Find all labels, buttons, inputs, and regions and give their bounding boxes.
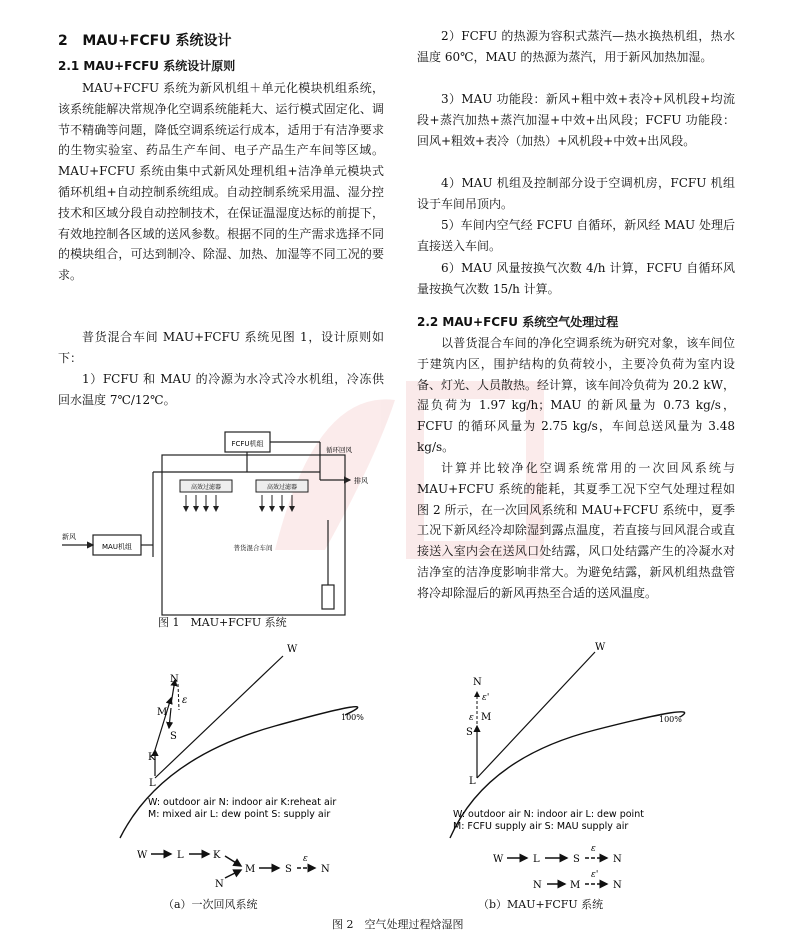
figure-1-diagram <box>58 425 384 620</box>
paragraph-left-1: MAU+FCFU 系统为新风机组＋单元化模块机组系统，该系统能解决常规净化空调系统能耗大、运行模式固定化、调节不精确等问题，降低空调系统运行成本，适用于有洁净要求的生物实验室、药品生产车间、电子产品生产车间等区域。MAU+FCFU 系统由集中式新风处理机组+洁净单元模块式循环机组+自动控制系统组成。自动控制系统采用温、湿分控技术和区域分段自动控制技术，在保证温湿度达标的前提下，有效地控制各区域的送风参数。根据不同的生产需求选择不同的模块组合，可达到制冷、除湿、加热、加湿等不同工况的要求。 <box>58 81 384 283</box>
exhaust-label: 排风 <box>354 477 368 485</box>
supply-arrows <box>186 495 292 511</box>
point-m-a: M <box>157 707 168 718</box>
flow-b-n: N <box>613 854 622 865</box>
point-w-b: W <box>595 642 606 653</box>
legend-line1-b: W: outdoor air N: indoor air L: dew point <box>453 809 644 820</box>
point-s-a: S <box>170 731 177 742</box>
flow-a-eps: ε <box>303 854 308 864</box>
flow-b-n3: N <box>613 880 622 891</box>
flow-a-m: M <box>245 864 256 875</box>
figure-1-caption: 图 1 MAU+FCFU 系统 <box>158 616 287 629</box>
paragraph-right-3: 4）MAU 机组及控制部分设于空调机房，FCFU 机组设于车间吊顶内。 <box>417 176 735 211</box>
paragraph-right-6: 以普货混合车间的净化空调系统为研究对象，该车间位于建筑内区，围护结构的负荷较小，主要冷负荷为室内设备、灯光、人员散热。经计算，该车间冷负荷为 20.2 kW，湿负荷为 1.97 kg/h；MAU 的新风量为 0.73 kg/s，FCFU 的循环风量为 2.75 kg/s，车间总送风量为 3.48 kg/s。 <box>417 336 735 454</box>
figure-2b-psychrometric-chart <box>445 638 695 891</box>
flow-b-l: L <box>533 854 540 865</box>
epsilon-a: ε <box>182 695 188 706</box>
room-label: 普货混合车间 <box>233 544 273 552</box>
return-air-label: 循环回风 <box>326 446 352 454</box>
flow-a-l: L <box>177 850 184 861</box>
figure-2b-caption: （b）MAU+FCFU 系统 <box>478 898 604 911</box>
legend-line1-a: W: outdoor air N: indoor air K:reheat air <box>148 797 337 808</box>
point-w-a: W <box>287 644 298 655</box>
flow-a-w: W <box>137 850 148 861</box>
flow-a-n2: N <box>215 879 224 890</box>
figure-2a-caption: （a）一次回风系统 <box>163 898 258 911</box>
subsection-2-2: 2.2 MAU+FCFU 系统空气处理过程 <box>417 315 619 329</box>
flow-b-eps: ε <box>591 844 596 854</box>
flow-a-s: S <box>285 864 292 875</box>
flow-diagram-b <box>493 844 622 891</box>
paragraph-right-4: 5）车间内空气经 FCFU 自循环，新风经 MAU 处理后直接送入车间。 <box>417 218 735 253</box>
fcfu-label: FCFU机组 <box>231 440 264 448</box>
epsilon-b: ε <box>469 713 474 723</box>
section-heading <box>58 30 231 50</box>
subsection-2-1: 2.1 MAU+FCFU 系统设计原则 <box>58 59 236 73</box>
flow-a-n: N <box>321 864 330 875</box>
mau-label: MAU机组 <box>102 543 132 551</box>
flow-a-k: K <box>213 850 221 861</box>
paragraph-right-5: 6）MAU 风量按换气次数 4/h 计算，FCFU 自循环风量按换气次数 15/h 计算。 <box>417 261 735 296</box>
point-n-a: N <box>170 674 179 685</box>
hepa-filter-1-label: 高效过滤器 <box>190 484 222 491</box>
point-m-b: M <box>481 712 492 723</box>
flow-b-w: W <box>493 854 504 865</box>
paragraph-right-1: 2）FCFU 的热源为容积式蒸汽—热水换热机组，热水温度 60℃，MAU 的热源为蒸汽，用于新风加热加湿。 <box>417 29 735 64</box>
fresh-air-label: 新风 <box>62 533 76 541</box>
room-box <box>162 455 345 615</box>
figure-2-caption: 图 2 空气处理过程焓湿图 <box>332 918 464 931</box>
point-k-a: K <box>148 752 156 763</box>
paragraph-left-2: 普货混合车间 MAU+FCFU 系统见图 1，设计原则如下： <box>58 330 384 365</box>
paragraph-left-3: 1）FCFU 和 MAU 的冷源为水冷式冷水机组，冷冻供回水温度 7℃/12℃。 <box>58 372 384 407</box>
line-w-l-b <box>477 652 595 778</box>
point-l-b: L <box>469 776 476 787</box>
flow-b-s: S <box>573 854 580 865</box>
return-grille <box>322 585 334 609</box>
section-number: 2 <box>58 33 68 49</box>
figure-2a-psychrometric-chart <box>115 638 385 890</box>
rh-label-a: 100% <box>341 713 364 722</box>
legend-line2-b: M: FCFU supply air S: MAU supply air <box>453 821 629 832</box>
section-title: MAU+FCFU 系统设计 <box>82 33 232 49</box>
point-l-a: L <box>149 778 156 789</box>
epsilon-prime-b: ε' <box>482 693 490 703</box>
flow-b-eps2: ε' <box>591 870 599 880</box>
flow-diagram-a <box>137 850 330 890</box>
rh-label-b: 100% <box>659 715 682 724</box>
flow-b-n2: N <box>533 880 542 891</box>
point-n-b: N <box>473 677 482 688</box>
paragraph-right-7: 计算并比较净化空调系统常用的一次回风系统与 MAU+FCFU 系统的能耗，其夏季工况下空气处理过程如图 2 所示，在一次回风系统和 MAU+FCFU 系统中，夏季工况下新风经冷却除湿到露点温度，若直接与回风混合或直接送入室内会在送风口处结露，风口处结露产生的冷凝水对洁净室的洁净度影响非常大。为避免结露，新风机组热盘管将冷却除湿后的新风再热至合适的送风温度。 <box>417 461 735 600</box>
hepa-filter-2-label: 高效过滤器 <box>266 484 298 491</box>
legend-line2-a: M: mixed air L: dew point S: supply air <box>148 809 331 820</box>
paragraph-right-2: 3）MAU 功能段：新风+粗中效+表冷+风机段+均流段+蒸汽加热+蒸汽加湿+中效+出风段；FCFU 功能段：回风+粗效+表冷（加热）+风机段+中效+出风段。 <box>417 92 735 148</box>
flow-b-m: M <box>570 880 581 891</box>
point-s-b: S <box>466 727 473 738</box>
